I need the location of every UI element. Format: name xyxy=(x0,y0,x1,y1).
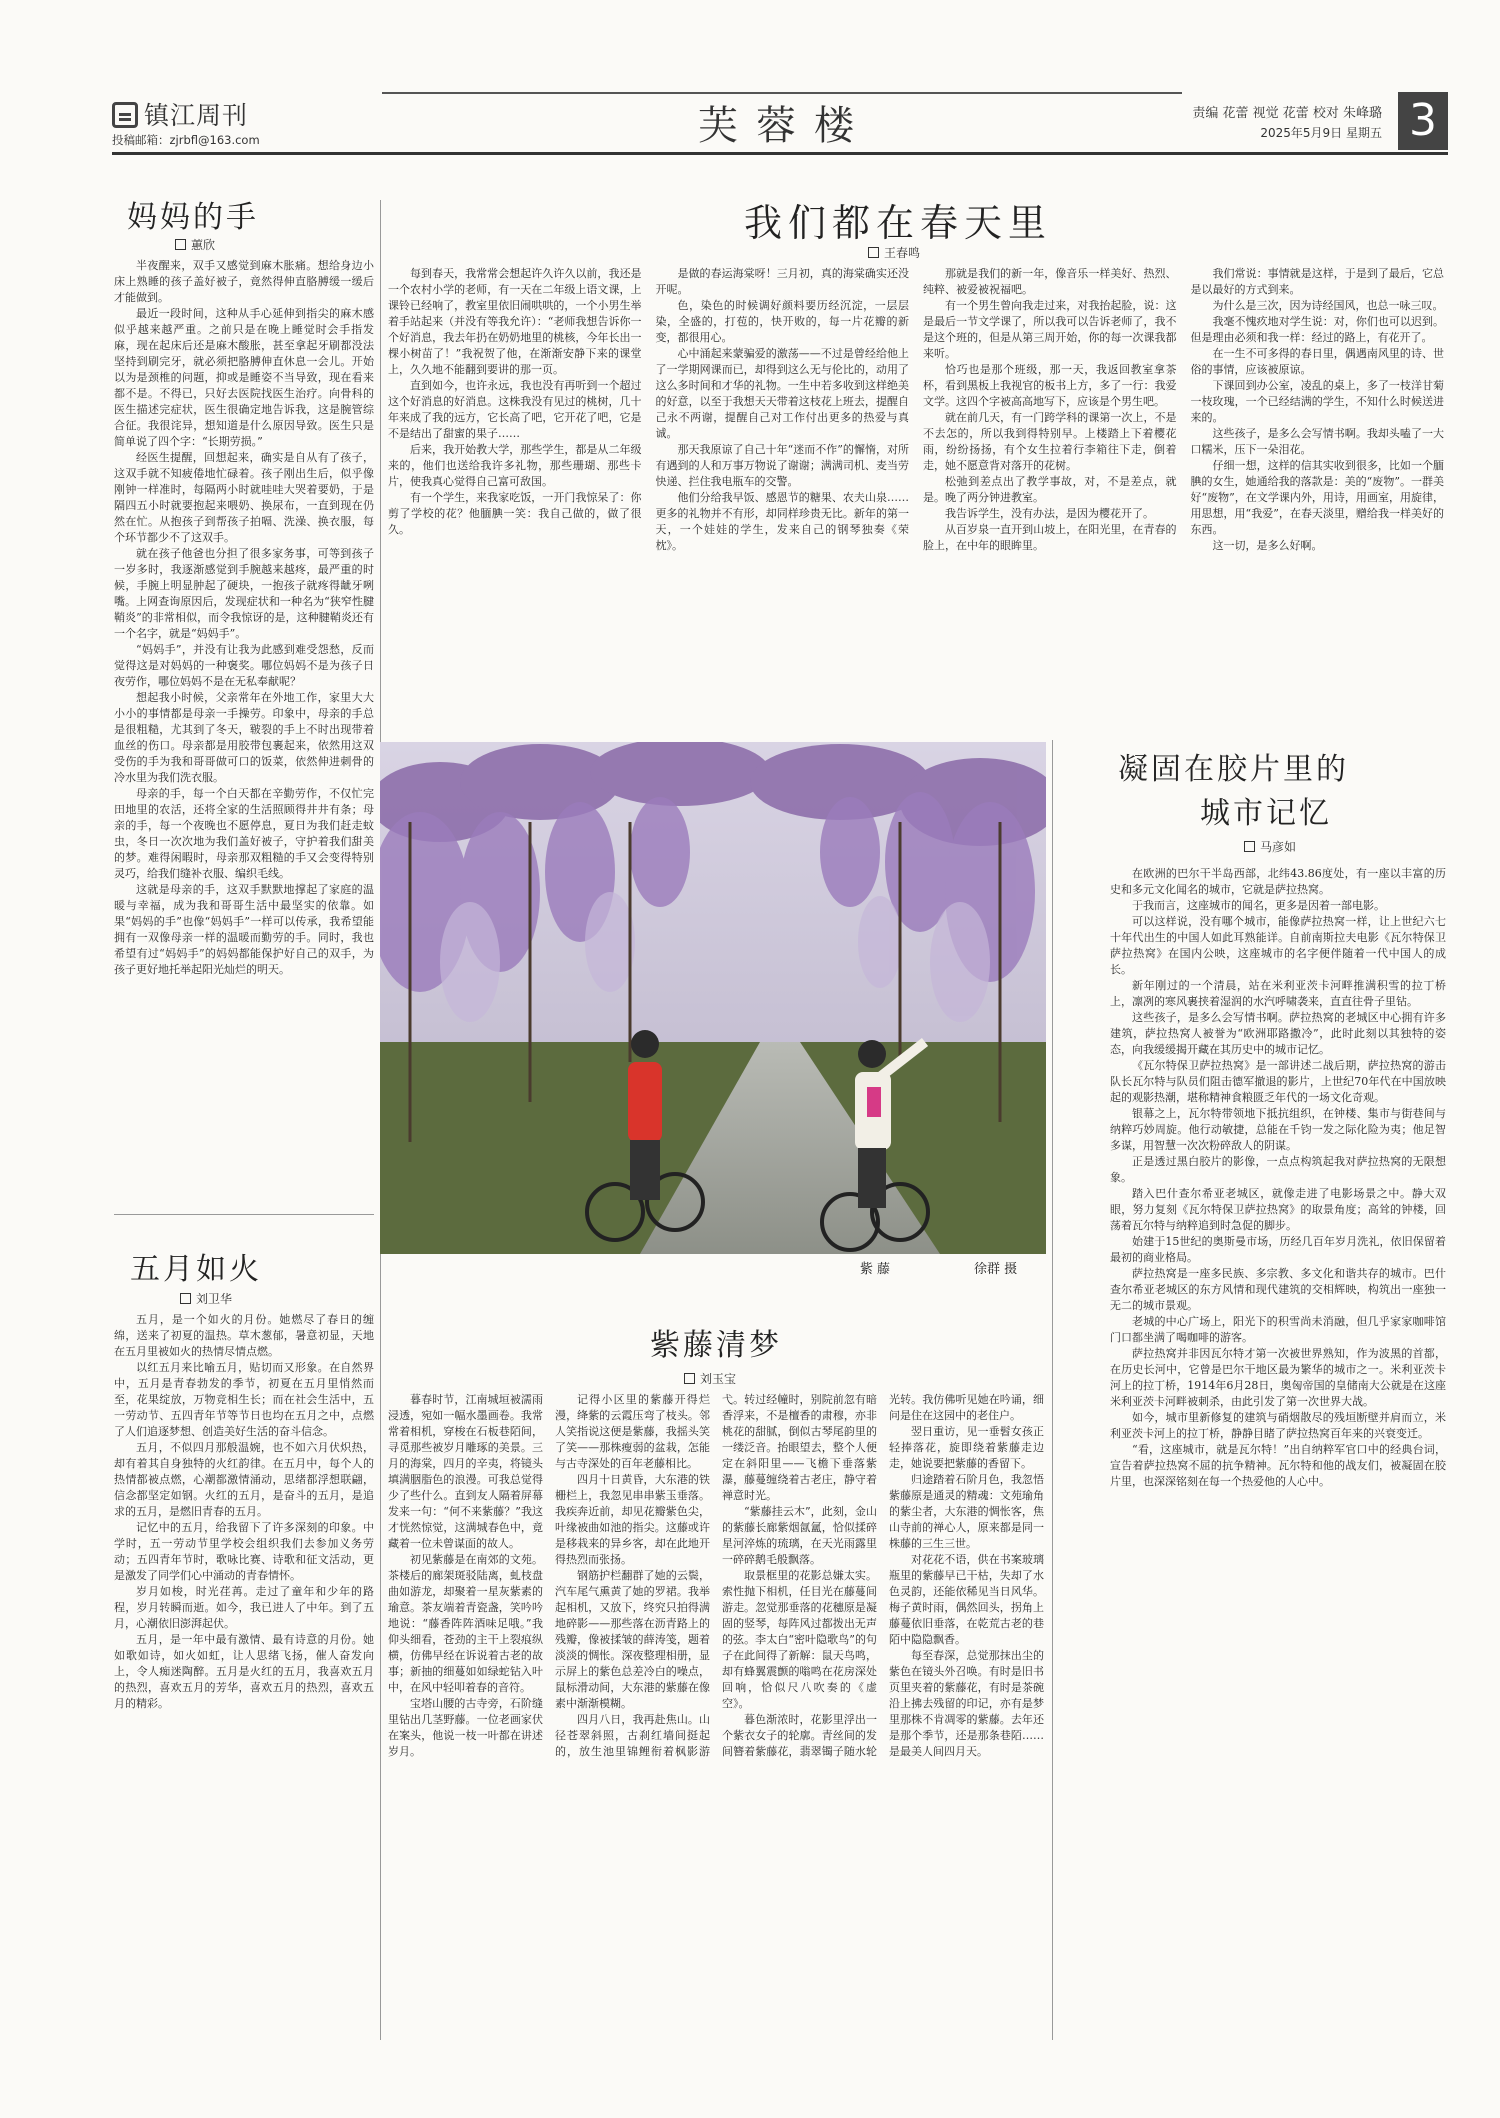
paragraph: 松弛到差点出了教学事故，对，不是差点，就是。晚了两分钟进教室。 xyxy=(923,475,1177,504)
paragraph: 银幕之上，瓦尔特带领地下抵抗组织，在钟楼、集市与街巷间与纳粹巧妙周旋。他行动敏捷，总能在千钧一发之际化险为夷；他足智多谋，用智慧一次次粉碎敌人的阴谋。 xyxy=(1110,1107,1446,1152)
masthead-logo xyxy=(112,96,282,154)
paragraph: 那天我原谅了自己十年“迷而不作”的懈惰，对所有遇到的人和万事万物说了谢谢；满满司机、麦当劳快递、拦住我电瓶车的交警。 xyxy=(655,443,909,488)
page-number: 3 xyxy=(1398,92,1448,150)
paragraph: 母亲的手，每一个白天都在辛勤劳作，不仅忙完田地里的农活，还将全家的生活照顾得井井有条；母亲的手，每一个夜晚也不愿停息，夏日为我们赶走蚊虫，冬日一次次地为我们盖好被子，守护着我们甜美的梦。难得闲暇时，母亲那双粗糙的手又会变得特别灵巧，给我们缝补衣服、编织毛线。 xyxy=(114,787,374,880)
paragraph: 初见紫藤是在南郊的文苑。茶楼后的廊架斑驳陆离，虬枝盘曲如游龙，却聚着一星灰紫素的瑜意。茶友端着青瓷盏，笑吟吟地说：“藤香阵阵酒味足哦。”我仰头细看，苍劲的主干上裂痕纵横，仿佛早经在诉说着古老的故事；新抽的细蔓如如绿蛇钻入叶中，在风中轻叩着春的音符。 xyxy=(388,1553,543,1694)
article-body-wisteria xyxy=(388,1392,1044,2040)
article-title-may: 五月如火 xyxy=(130,1252,262,1287)
newspaper-icon xyxy=(112,102,138,128)
paragraph: 后来，我开始教大学，那些学生，都是从二年级来的，他们也送给我许多礼物，那些珊瑚、那些卡片，使我真心觉得自己富可敌国。 xyxy=(388,443,642,488)
paragraph: 归途踏着石阶月色，我忽悟紫藤原是通灵的精魂：文苑瑜角的紫尘者，大东港的惆怅客，焦山寺前的禅心人，原来都是同一株藤的三生三世。 xyxy=(889,1473,1044,1550)
column-rule xyxy=(1052,740,1053,2040)
article-title-wisteria: 紫藤清梦 xyxy=(650,1328,782,1363)
photo-caption xyxy=(860,1258,1017,1277)
paragraph: 于我而言，这座城市的闻名，更多是因着一部电影。 xyxy=(1132,899,1385,912)
paragraph: 正是透过黑白胶片的影像，一点点构筑起我对萨拉热窝的无限想象。 xyxy=(1110,1155,1446,1184)
paragraph: 就在前几天，有一门跨学科的课第一次上，不是不去怎的，所以我到得特别早。上楼踏上下着樱花雨，纷纷扬扬，有个女生拉着行李箱往下走，倒着走，她不愿意背对落开的花树。 xyxy=(923,411,1177,472)
paragraph: 半夜醒来，双手又感觉到麻木胀痛。想给身边小床上熟睡的孩子盖好被子，竟然得伸直胳膊缓一缓后才能做到。 xyxy=(114,259,374,304)
paragraph: 萨拉热窝并非因瓦尔特才第一次被世界熟知，作为波黑的首都，在历史长河中，它曾是巴尔干地区最为繁华的城市之一。米利亚茨卡河上的拉丁桥，1914年6月28日，奥匈帝国的皇储南大公就是在这座米利亚茨卡河畔被刺杀，由此引发了第一次世界大战。 xyxy=(1110,1347,1446,1408)
article-byline-mother: 蕙欣 xyxy=(175,236,215,253)
paragraph: 就在孩子他爸也分担了很多家务事，可等到孩子一岁多时，我逐渐感觉到手腕越来越疼，最严重的时候，手腕上明显肿起了硬块，一抱孩子就疼得龇牙咧嘴。上网查询原因后，发现症状和一种名为“狭窄性腱鞘炎”的非常相似，而令我惊讶的是，这种腱鞘炎还有一个名字，就是“妈妈手”。 xyxy=(114,547,374,640)
caption-credit: 徐群 摄 xyxy=(974,1262,1018,1277)
paragraph: 五月，是一年中最有激情、最有诗意的月份。她如歌如诗，如火如虹，让人思绪飞扬，催人奋发向上，令人痴迷陶醉。五月是火红的五月，我喜欢五月的热烈，喜欢五月的芳华，喜欢五月的热烈，喜欢五月的精彩。 xyxy=(114,1633,374,1710)
editor-credits: 责编 花蕾 视觉 花蕾 校对 朱峰璐 xyxy=(1192,106,1382,121)
paragraph: 想起我小时候，父亲常年在外地工作，家里大大小小的事情都是母亲一手操劳。印象中，母亲的手总是很粗糙，尤其到了冬天，皲裂的手上不时出现带着血丝的伤口。母亲都是用胶带包裹起来，依然用这双受伤的手为我和哥哥做可口的饭菜，依然伸进刺骨的冷水里为我们洗衣服。 xyxy=(114,691,374,784)
paragraph: 为什么是三次，因为诗经国风，也总一咏三叹。 xyxy=(1212,299,1444,312)
paragraph: 暮春时节，江南城垣被濡雨浸透，宛如一幅水墨画卷。我常常着相机，穿梭在石板巷陌间，寻觅那些被岁月雕琢的美景。三月的海棠，四月的辛夷，将镜头填满胭脂色的浪漫。可我总觉得少了些什么。直到友人隔着屏幕发来一句：“何不来紫藤？”我这才恍然惊觉，这满城春色中，竟藏着一位未曾谋面的故人。 xyxy=(388,1393,543,1550)
paragraph: 五月，是一个如火的月份。她燃尽了春日的缠绵，送来了初夏的温热。草木葱郁，暑意初显，天地在五月里被如火的热情尽情点燃。 xyxy=(114,1313,374,1358)
paragraph: 踏入巴什查尔希亚老城区，就像走进了电影场景之中。静大双眼，努力复刻《瓦尔特保卫萨拉热窝》的取景角度；高耸的钟楼，回荡着瓦尔特与纳粹追到时急促的脚步。 xyxy=(1110,1187,1446,1232)
paragraph: 四月八日，我再赴焦山。山径苍翠斜照，古刹红墙间挺起的，放生池里锦鲤衔着枫影游弋。转过经幢时，别院前忽有暗香浮来，不是檀香的肃穆，亦非桃花的甜腻，倒似古琴尾韵里的一缕泛音。抬眼望去，整个人便定在斜阳里——飞檐下垂落紫瀑，藤蔓缠绕着古老庄，静守着禅意时光。 xyxy=(555,1393,877,1758)
article-body-film xyxy=(1110,866,1446,2040)
article-title-mother: 妈妈的手 xyxy=(127,200,259,235)
paragraph: 每至春深，总觉那抹出尘的紫色在镜头外召唤。有时是旧书页里夹着的紫藤花，有时是茶碗沿上拂去残留的印记，亦有是梦里那株不肯凋零的紫藤。去年还是那个季节，还是那条巷陌……是最美人间四月天。 xyxy=(889,1649,1044,1758)
paragraph: “紫藤挂云木”，此刻，金山的紫藤长廊紫烟氤氲，恰似揉碎星河淬炼的琉璃，在天光雨露里一碎碎鹅毛般飘落。 xyxy=(722,1505,877,1566)
paragraph: 钢筋护栏翻群了她的云鬓，汽车尾气熏黄了她的罗裙。我举起相机，又放下，终究只拍得满地碎影——那些落在沥青路上的残瓣，像被揉皱的薛涛笺，题着淡淡的惆怅。深夜整理相册，显示屏上的紫色总差冷白的噪点，鼠标滑动间，大东港的紫藤在像素中渐渐模糊。 xyxy=(555,1569,710,1710)
page-header xyxy=(112,92,1448,154)
paragraph: 对花花不语，供在书案玻璃瓶里的紫藤早已干枯，失却了水色灵韵，还能依稀见当日风华。梅子黄时雨，偶然回头，拐角上藤蔓依旧垂落，在乾荒古老的巷陌中隐隐飘香。 xyxy=(889,1553,1044,1646)
article-title-spring: 我们都在春天里 xyxy=(744,201,1053,245)
paragraph: 在一生不可多得的春日里，偶遇南风里的诗、世俗的事情，应该被原谅。 xyxy=(1190,347,1444,376)
paragraph: 如今，城市里新修复的建筑与硝烟散尽的残垣断壁并肩而立，米利亚茨卡河上的拉丁桥，静静目睹了萨拉热窝百年来的兴衰变迁。 xyxy=(1110,1411,1446,1440)
paragraph: 这些孩子，是多么会写情书啊。我却头嗑了一大口糯米，压下一朵泪花。 xyxy=(1190,427,1444,456)
section-title: 芙蓉楼 xyxy=(698,103,872,149)
publication-title: 镇江周刊 xyxy=(144,101,249,130)
paragraph: 直到如今，也许永远，我也没有再听到一个超过这个好消息的好消息。这株我没有见过的桃树，几十年来成了我的远方，它长高了吧，它开花了吧，它是不是结出了甜蜜的果子…… xyxy=(388,379,642,440)
paragraph: 可以这样说，没有哪个城市，能像萨拉热窝一样，让上世纪六七十年代出生的中国人如此耳熟能详。自前南斯拉夫电影《瓦尔特保卫萨拉热窝》在国内公映，这座城市的名字便伴随着一代中国人的成长。 xyxy=(1110,915,1446,976)
paragraph: 记忆中的五月，给我留下了许多深刻的印象。中学时，五一劳动节里学校会组织我们去参加义务劳动；五四青年节时，歌咏比赛、诗歌和征文活动，更是激发了同学们心中涌动的青春情怀。 xyxy=(114,1521,374,1582)
article-byline-spring: 王春鸣 xyxy=(868,244,920,261)
paragraph: 在欧洲的巴尔干半岛西部，北纬43.86度处，有一座以丰富的历史和多元文化闻名的城市，它就是萨拉热窝。 xyxy=(1110,867,1446,896)
paragraph: 新年刚过的一个清晨，站在米利亚茨卡河畔推满积雪的拉丁桥上，凛冽的寒风裹挟着湿润的水汽呼啸袭来，直直往骨子里钻。 xyxy=(1110,979,1446,1008)
paragraph: 有一个男生曾向我走过来，对我抬起脸，说：这是最后一节文学课了，所以我可以告诉老师了，我不是这个班的，但是从第三周开始，你的每一次课我都来听。 xyxy=(923,299,1177,360)
wisteria-photo xyxy=(380,742,1046,1254)
article-title-film-line1: 凝固在胶片里的 xyxy=(1118,752,1349,787)
paragraph: 每到春天，我常常会想起许久许久以前，我还是一个农村小学的老师，有一天在二年级上语文课，上课铃已经响了，教室里依旧闹哄哄的，一个小男生举着手站起来（并没有等我允许）：“老师我想告诉你一个好消息，我去年扔在奶奶地里的桃核，今年长出一棵小树苗了！”我祝贺了他，在渐渐安静下来的课堂上，久久地不能翻到要讲的那一页。 xyxy=(388,267,642,376)
article-byline-may: 刘卫华 xyxy=(180,1290,232,1307)
paragraph: 暮色渐浓时，花影里浮出一个紫衣女子的轮廓。青丝间的发间簪着紫藤花，翡翠镯子随水轮光转。我仿佛听见她在吟诵，细问是住在这园中的老住户。 xyxy=(722,1393,1044,1758)
paragraph: 有一个学生，来我家吃饭，一开门我惊呆了：你剪了学校的花？他腼腆一笑：我自己做的，做了很久。 xyxy=(388,491,642,536)
paragraph: 从百岁泉一直开到山坡上，在阳光里，在青春的脸上，在中年的眼眸里。 xyxy=(923,523,1177,552)
paragraph: 记得小区里的紫藤开得烂漫，绛紫的云霞压弯了枝头。邻人笑指说这便是紫藤，我摇头笑了笑——那株瘦弱的盆栽，怎能与古寺深处的百年老藤相比。 xyxy=(555,1393,710,1470)
paragraph: 这些孩子，是多么会写情书啊。萨拉热窝的老城区中心拥有许多建筑，萨拉热窝人被誉为“欧洲耶路撒冷”，此时此刻以其独特的姿态，向我缓缓揭开藏在其历史中的城市记忆。 xyxy=(1110,1011,1446,1056)
paragraph: 翌日重访，见一垂髫女孩正轻捧落花，旋即绕着紫藤走边走，她说要把紫藤的香留下。 xyxy=(889,1425,1044,1470)
caption-title: 紫藤 xyxy=(860,1262,895,1277)
paragraph: 以红五月来比喻五月，贴切而又形象。在自然界中，五月是青春勃发的季节，初夏在五月里悄然而至，花果绽放，万物竞相生长；而在社会生活中，五一劳动节、五四青年节等节日也均在五月之中，点燃了人们追逐梦想、创造美好生活的奋斗信念。 xyxy=(114,1361,374,1438)
paragraph: 那就是我们的新一年，像音乐一样美好、热烈、纯粹、被爱被祝福吧。 xyxy=(923,267,1177,296)
paragraph: 这一切，是多么好啊。 xyxy=(1212,539,1323,552)
paragraph: 色，染色的时候调好颜料要历经沉淀，一层层染，全盛的，打苞的，快开败的，每一片花瓣的新变，都很用心。 xyxy=(655,299,909,344)
paragraph: 仔细一想，这样的信其实收到很多，比如一个腼腆的女生，她通给我的落款是：美的“废物”。一群美好“废物”，在文学课内外，用诗，用画室，用旋律，用思想，用“我爱”，在春天淡里，赠给我一样美好的东西。 xyxy=(1190,459,1444,536)
article-title-film-line2: 城市记忆 xyxy=(1200,796,1332,831)
paragraph: 下课回到办公室，凌乱的桌上，多了一枝洋甘菊一枝玫瑰，一个已经结满的学生，不知什么时候送进来的。 xyxy=(1190,379,1444,424)
paragraph: “看，这座城市，就是瓦尔特！”出自纳粹军官口中的经典台词，宣告着萨拉热窝不屈的抗争精神。瓦尔特和他的战友们，被凝固在胶片里，也深深铭刻在每一个热爱他的人心中。 xyxy=(1110,1443,1446,1488)
paragraph: 最近一段时间，这种从手心延伸到指尖的麻木感似乎越来越严重。之前只是在晚上睡觉时会手指发麻，现在起床后还是麻木酸胀，甚至拿起牙刷都没法坚持到刷完牙，就必须把胳膊伸直休息一会儿。开始以为是颈椎的问题，抑或是睡姿不当导致，现在看来都不是。不得已，只好去医院找医生治疗。向骨科的医生描述完症状，医生很确定地告诉我，这是腕管综合征。我很诧异，想知道是什么原因导致。医生只是简单说了四个字：“长期劳损。” xyxy=(114,307,374,448)
paragraph: 老城的中心广场上，阳光下的积雪尚未消融，但几乎家家咖啡馆门口都坐满了喝咖啡的游客。 xyxy=(1110,1315,1446,1344)
article-byline-wisteria: 刘玉宝 xyxy=(684,1370,736,1387)
paragraph: 我们常说：事情就是这样，于是到了最后，它总是以最好的方式到来。 xyxy=(1190,267,1444,296)
paragraph: 我毫不愧疚地对学生说：对，你们也可以迟到。但是理由必须和我一样：经过的路上，有花开了。 xyxy=(1190,315,1444,344)
paragraph: 我告诉学生，没有办法，是因为樱花开了。 xyxy=(945,507,1154,520)
issue-date: 2025年5月9日 星期五 xyxy=(1260,126,1382,140)
paragraph: 四月十日黄昏，大东港的铁栅栏上，我忽见串串紫玉垂落。我疾奔近前，却见花瓣紫色尖，叶缘被曲如池的指尖。这藤或许是移栽来的异乡客，却在此地开得热烈而张扬。 xyxy=(555,1473,710,1566)
article-body-may xyxy=(114,1312,374,2042)
paragraph: 始建于15世纪的奥斯曼市场，历经几百年岁月洗礼，依旧保留着最初的商业格局。 xyxy=(1110,1235,1446,1264)
submission-email: 投稿邮箱：zjrbfl@163.com xyxy=(112,133,260,147)
wisteria-cyclists-illustration xyxy=(380,742,1046,1254)
article-byline-film: 马彦如 xyxy=(1244,838,1296,855)
article-body-mother xyxy=(114,258,374,1210)
paragraph: 恰巧也是那个班级，那一天，我返回教室拿茶杯，看到黑板上我视官的板书上方，多了一行：我爱文学。这四个字被高高地写下，应该是个男生吧。 xyxy=(923,363,1177,408)
header-rule xyxy=(112,152,1448,155)
paragraph: 经医生提醒，回想起来，确实是自从有了孩子，这双手就不知疲倦地忙碌着。孩子刚出生后，似乎像刚钟一样准时，每隔两小时就哇哇大哭着要奶，于是隔四五小时就要抱起来喂奶、换尿布，一直到现在仍然在忙。从抱孩子到帮孩子拍嗝、洗澡、换衣服，每个环节都少不了这双手。 xyxy=(114,451,374,544)
paragraph: 心中涌起来蒙骗爱的激荡——不过是曾经给他上了一学期网课而已，却得到这么无与伦比的，动用了这么多时间和才华的礼物。一生中若多收到这样绝美的好意，以至于我想天天带着这枝花上班去，提醒自己永不两谢，提醒自己对工作付出更多的热爱与真诚。 xyxy=(655,347,909,440)
paragraph: 是做的春运海棠呀！三月初，真的海棠确实还没开呢。 xyxy=(655,267,909,296)
paragraph: 取景框里的花影总嫌太实。索性抛下相机，任目光在藤蔓间游走。忽觉那垂落的花穗原是凝固的竖琴，每阵风过都拨出无声的弦。李太白“密叶隐歌鸟”的句子在此间得了新解：鼠天鸟鸣，却有蜂翼震颤的嗡鸣在花房深处回响，恰似尺八吹奏的《虚空》。 xyxy=(722,1569,877,1710)
paragraph: 这就是母亲的手，这双手默默地撑起了家庭的温暖与幸福，成为我和哥哥生活中最坚实的依靠。如果“妈妈的手”也像“妈妈手”一样可以传承，我希望能拥有一双像母亲一样的温暖而勤劳的手。同时，我也希望有过“妈妈手”的妈妈都能保护好自己的双手，为孩子更好地托举起阳光灿烂的明天。 xyxy=(114,883,374,976)
paragraph: 《瓦尔特保卫萨拉热窝》是一部讲述二战后期，萨拉热窝的游击队长瓦尔特与队员们阻击德军撤退的影片，上世纪70年代在中国放映起的观影热潮，堪称精神食粮匮乏年代的一场文化奇观。 xyxy=(1110,1059,1446,1104)
paragraph: 萨拉热窝是一座多民族、多宗教、多文化和谐共存的城市。巴什查尔希亚老城区的东方风情和现代建筑的交相辉映，构筑出一座独一无二的城市景观。 xyxy=(1110,1267,1446,1312)
article-body-spring xyxy=(388,266,1444,728)
paragraph: 宝塔山腰的古寺旁，石阶缝里钻出几茎野藤。一位老画家伏在案头，他说一枝一叶都在讲述岁月。 xyxy=(388,1697,543,1758)
paragraph: 他们分给我早饭、感恩节的糖果、农夫山泉……更多的礼物并不有形，却同样珍贵无比。新年的第一天，一个娃娃的学生，发来自己的钢琴独奏《荣枕》。 xyxy=(655,491,909,552)
paragraph: “妈妈手”，并没有让我为此感到难受怨愁，反而觉得这是对妈妈的一种褒奖。哪位妈妈不是为孩子日夜劳作，哪位妈妈不是在无私奉献呢？ xyxy=(114,643,374,688)
paragraph: 岁月如梭，时光荏苒。走过了童年和少年的路程，岁月转瞬而逝。如今，我已进人了中年。到了五月，心潮依旧澎湃起伏。 xyxy=(114,1585,374,1630)
paragraph: 五月，不似四月那般温婉，也不如六月伏炽热，却有着其自身独特的火红韵律。在五月中，每个人的热情都被点燃，心潮都激情涌动，思绪都浮想联翩，信念都坚定如钢。火红的五月，是奋斗的五月，是追求的五月，是燃旧青春的五月。 xyxy=(114,1441,374,1518)
column-divider xyxy=(114,1214,374,1215)
